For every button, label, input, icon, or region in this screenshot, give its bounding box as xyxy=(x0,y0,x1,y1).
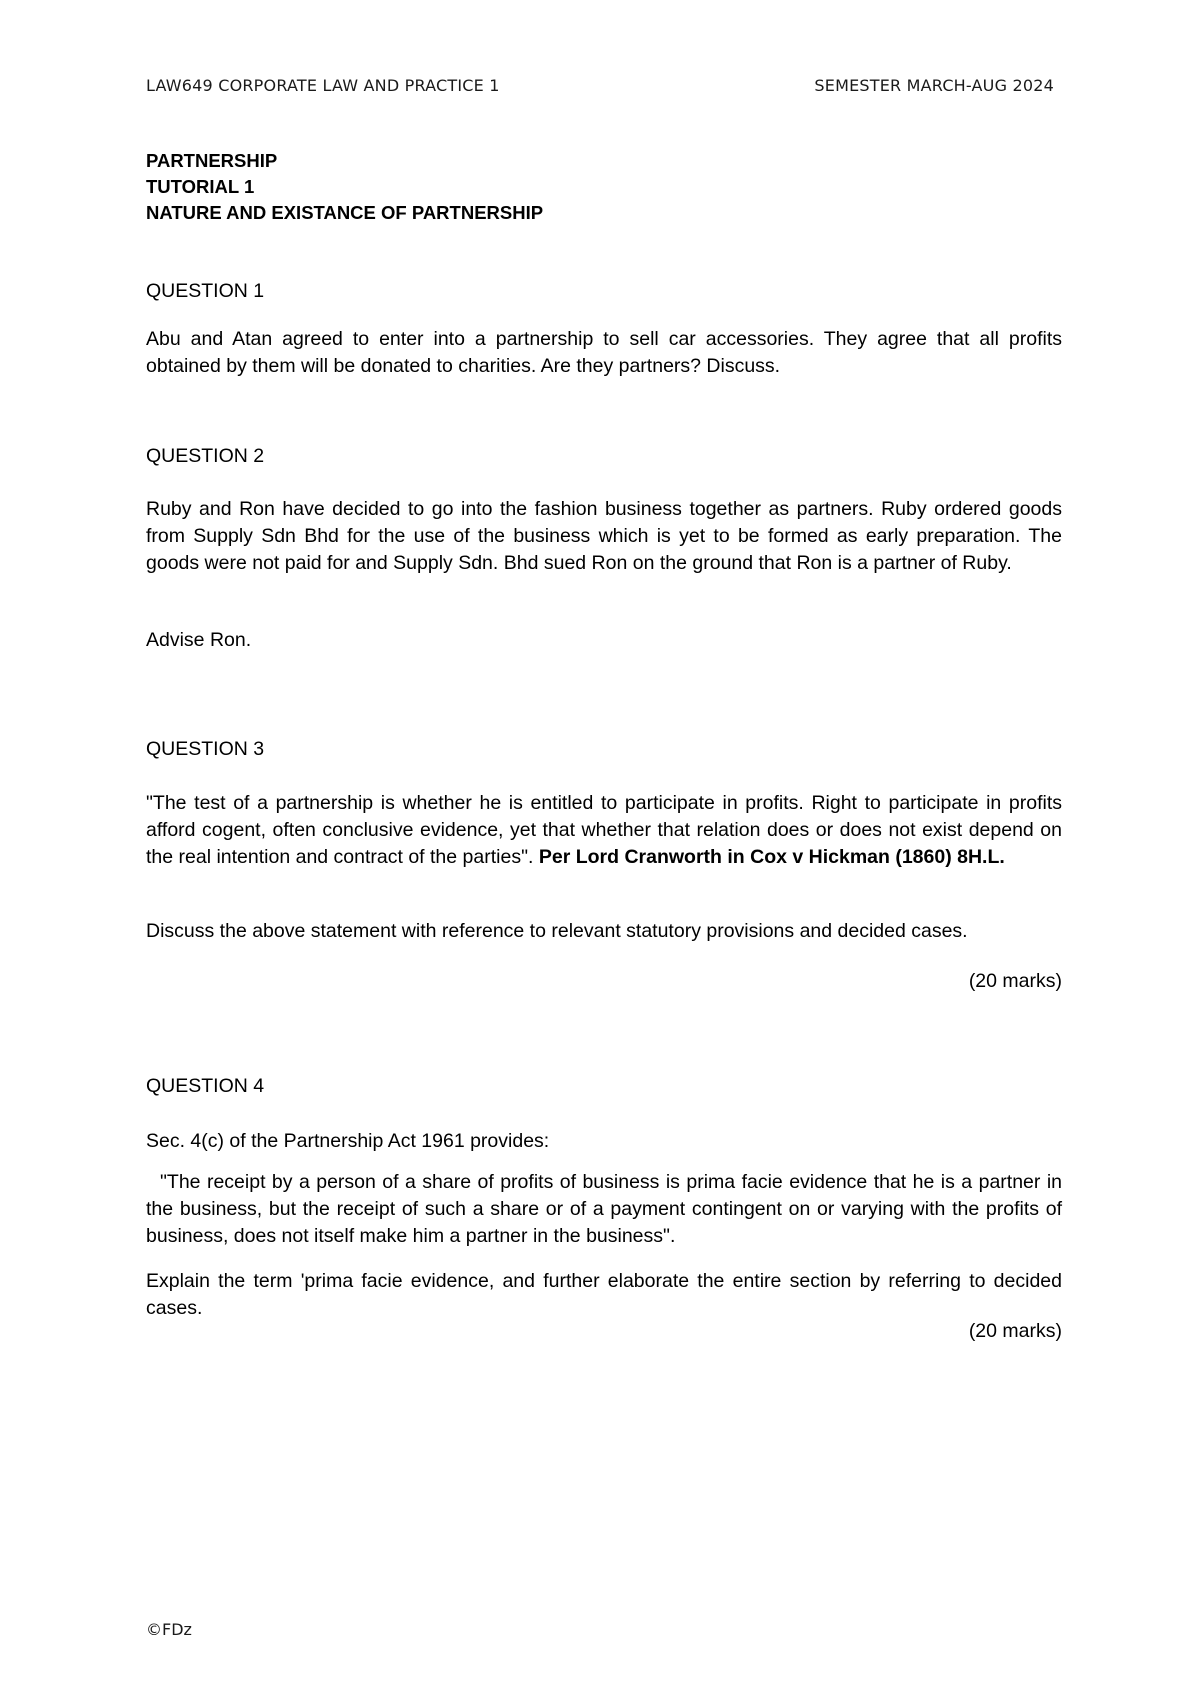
question-3-task: Discuss the above statement with reference to relevant statutory provisions and decided cases. xyxy=(146,920,968,942)
question-4-intro: Sec. 4(c) of the Partnership Act 1961 provides: xyxy=(146,1130,550,1152)
question-2-instruction: Advise Ron. xyxy=(146,629,252,651)
course-code: LAW649 CORPORATE LAW AND PRACTICE 1 xyxy=(146,76,500,95)
question-2-text: Ruby and Ron have decided to go into the fashion business together as partners. Ruby ordered goods from Supply Sdn Bhd for the use of the business which is yet to be formed as early preparation. The goods were not paid for and Supply Sdn. Bhd sued Ron on the ground that Ron is a partner of Ruby. xyxy=(146,498,1062,574)
title-line-partnership: PARTNERSHIP xyxy=(146,150,278,171)
copyright-footer: ©FDz xyxy=(146,1620,192,1639)
question-4-marks: (20 marks) xyxy=(968,1320,1062,1342)
question-3-heading: QUESTION 3 xyxy=(146,738,265,760)
document-title xyxy=(146,148,543,226)
title-line-topic: NATURE AND EXISTANCE OF PARTNERSHIP xyxy=(146,202,544,223)
question-1-heading: QUESTION 1 xyxy=(146,280,265,302)
question-4-heading: QUESTION 4 xyxy=(146,1075,265,1097)
question-3-quote-block xyxy=(146,790,1062,871)
title-line-tutorial: TUTORIAL 1 xyxy=(146,176,255,197)
question-2-heading: QUESTION 2 xyxy=(146,445,265,467)
question-3-citation: Per Lord Cranworth in Cox v Hickman (1860) 8H.L. xyxy=(538,846,1005,868)
question-1-text: Abu and Atan agreed to enter into a partnership to sell car accessories. They agree that all profits obtained by them will be donated to charities. Are they partners? Discuss. xyxy=(146,328,1062,377)
question-4-quote: "The receipt by a person of a share of profits of business is prima facie evidence that he is a partner in the business, but the receipt of such a share or of a payment contingent on or varying with the profits of business, does not itself make him a partner in the business". xyxy=(146,1171,1062,1247)
semester-label: SEMESTER MARCH-AUG 2024 xyxy=(814,76,1054,95)
question-4-task: Explain the term 'prima facie evidence, and further elaborate the entire section by referring to decided cases. xyxy=(146,1270,1062,1319)
question-3-marks: (20 marks) xyxy=(968,970,1062,992)
running-header xyxy=(146,76,1054,98)
question-3-quote: "The test of a partnership is whether he is entitled to participate in profits. Right to participate in profits afford cogent, often conclusive evidence, yet that whether that relation does or does not exist depend on the real intention and contract of the parties". xyxy=(146,792,1062,868)
